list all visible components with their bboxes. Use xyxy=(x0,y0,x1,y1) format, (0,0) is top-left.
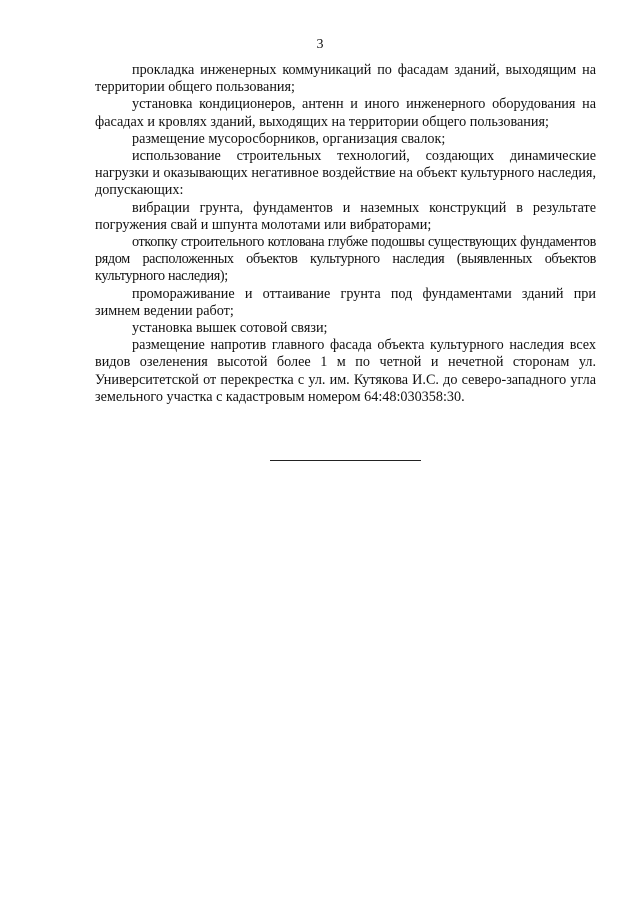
paragraph-landscaping: размещение напротив главного фасада объекта культурного наследия всех видов озеленения высотой более 1 м по четной и нечетной сторонам ул. Университетской от перекрестка с ул. им. Кутякова И.С. до северо-западного угла земельного участка с кадастровым номером 64:48:030358:30. xyxy=(95,337,596,405)
page-number: 3 xyxy=(316,37,324,52)
end-divider-line xyxy=(270,460,421,461)
paragraph-utility-lines: прокладка инженерных коммуникаций по фасадам зданий, выходящим на территории общего пользования; xyxy=(95,62,596,96)
paragraph-air-conditioners: установка кондиционеров, антенн и иного инженерного оборудования на фасадах и кровлях зданий, выходящих на территории общего пользования; xyxy=(95,96,596,130)
paragraph-ground-vibration: вибрации грунта, фундаментов и наземных конструкций в результате погружения свай и шпунта молотами или вибраторами; xyxy=(95,199,596,233)
paragraph-freezing-thawing: промораживание и оттаивание грунта под фундаментами зданий при зимнем ведении работ; xyxy=(95,285,596,319)
paragraph-excavation: откопку строительного котлована глубже подошвы существующих фундаментов рядом расположенных объектов культурного наследия (выявленных объектов культурного наследия); xyxy=(95,234,596,285)
paragraph-waste-bins: размещение мусоросборников, организация свалок; xyxy=(132,130,446,147)
document-body xyxy=(95,62,596,406)
paragraph-cell-towers: установка вышек сотовой связи; xyxy=(132,320,328,337)
paragraph-construction-tech: использование строительных технологий, создающих динамические нагрузки и оказывающих негативное воздействие на объект культурного наследия, допускающих: xyxy=(95,148,596,199)
